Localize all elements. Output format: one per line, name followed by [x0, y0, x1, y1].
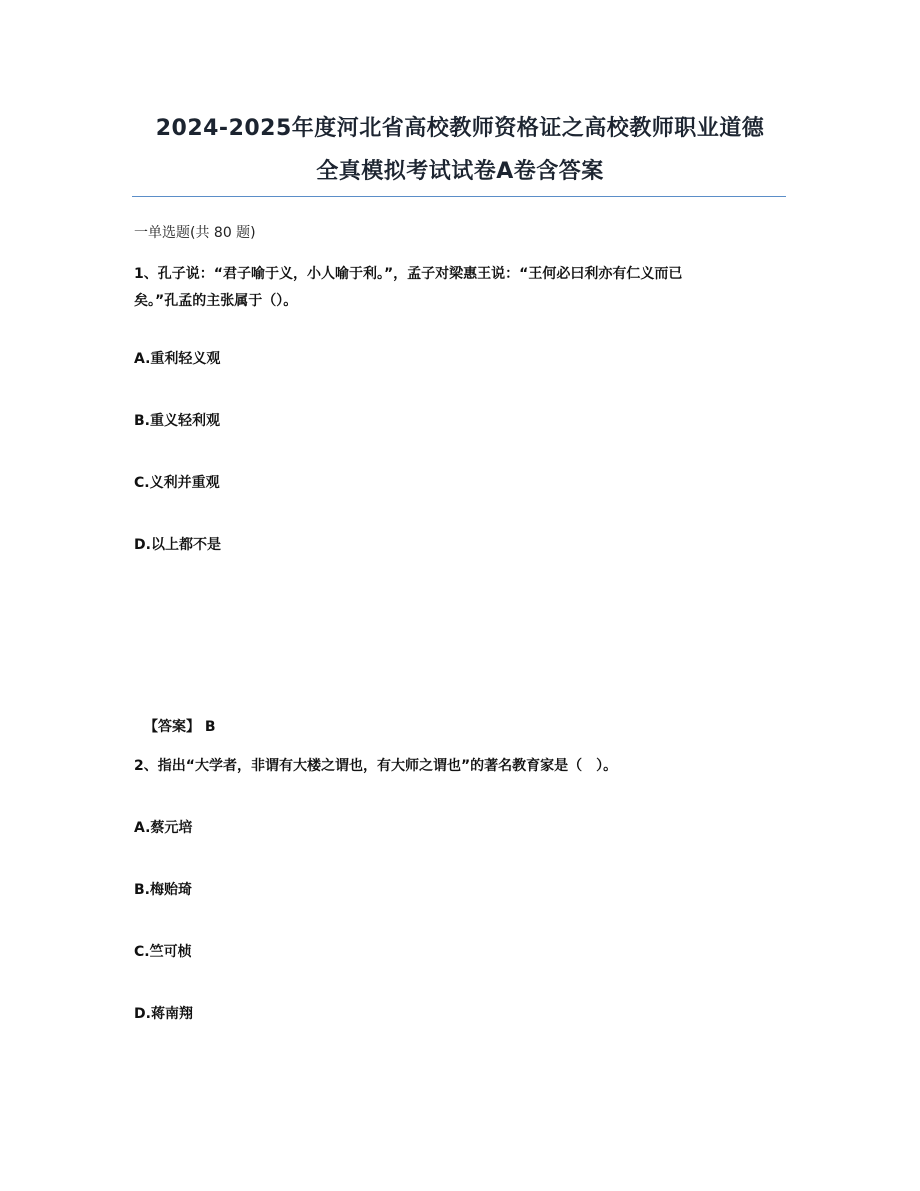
question-2-option-b: B.梅贻琦 [134, 882, 192, 898]
question-2-option-a: A.蔡元培 [134, 820, 193, 836]
question-2-option-d: D.蒋南翔 [134, 1006, 193, 1022]
question-1-text-line2: 矣。”孔孟的主张属于（）。 [134, 293, 298, 309]
document-title-line1: 2024-2025年度河北省高校教师资格证之高校教师职业道德 [155, 116, 765, 141]
title-divider [132, 196, 786, 197]
question-1-option-b: B.重义轻利观 [134, 413, 220, 429]
section-heading: 一单选题(共 80 题) [134, 225, 256, 241]
question-1-option-a: A.重利轻义观 [134, 351, 221, 367]
question-1-text-line1: 1、孔子说：“君子喻于义，小人喻于利。”，孟子对梁惠王说：“王何必曰利亦有仁义而已 [134, 266, 683, 282]
question-1-option-d: D.以上都不是 [134, 537, 221, 553]
question-1-option-c: C.义利并重观 [134, 475, 220, 491]
document-title-line2: 全真模拟考试试卷A卷含答案 [316, 159, 604, 184]
question-2-option-c: C.竺可桢 [134, 944, 192, 960]
question-2-text-line1: 2、指出“大学者，非谓有大楼之谓也，有大师之谓也”的著名教育家是（ ）。 [134, 758, 618, 774]
question-1-answer: 【答案】 B [144, 719, 216, 735]
